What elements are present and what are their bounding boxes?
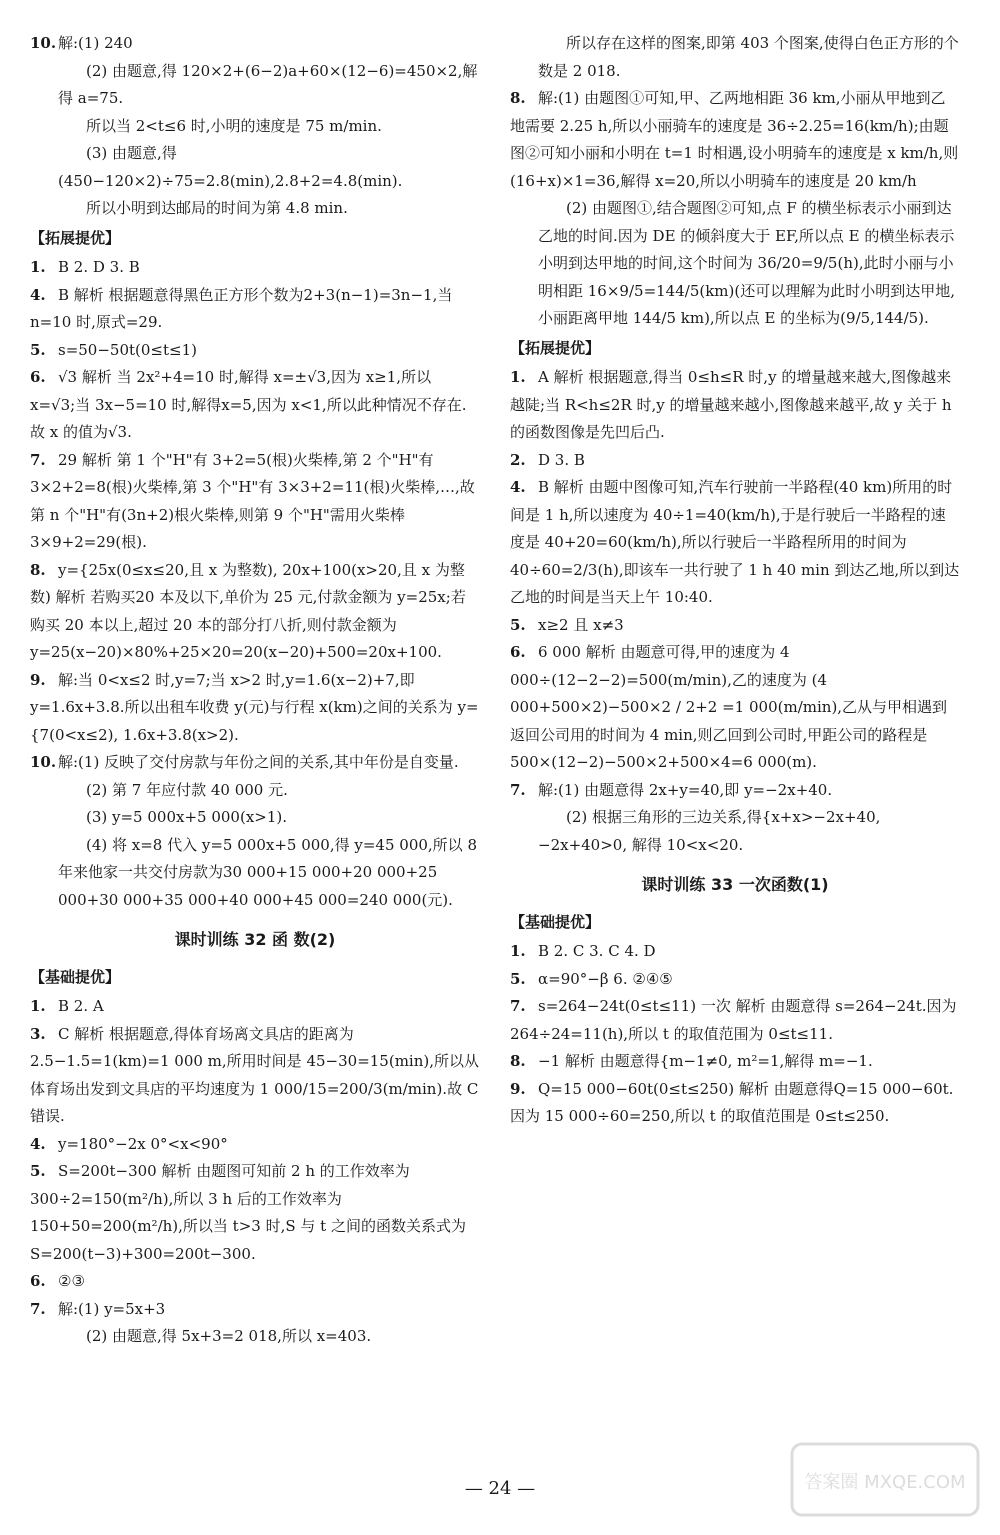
answer-item [510,1048,960,1076]
item-number: 5. [510,615,526,634]
item-text: √3 解析 当 2x²+4=10 时,解得 x=±√3,因为 x≥1,所以 x=√3;当 3x−5=10 时,解得x=5,因为 x<1,所以此种情况不存在.故 x 的值为√3. [30,368,467,441]
answer-item [30,804,480,832]
item-number: 5. [510,969,526,988]
item-text: α=90°−β 6. ②④⑤ [538,969,673,988]
item-text: 解:(1) 240 [58,34,133,52]
answer-item [30,557,480,667]
item-text: ②③ [58,1272,85,1290]
item-number: 6. [30,1272,46,1290]
answer-item [510,612,960,640]
answer-item [510,966,960,994]
item-number: 10. [30,753,57,771]
item-number: 1. [510,368,526,386]
answer-item [30,254,480,282]
answer-item [30,749,480,777]
item-text: (3) 由题意,得(450−120×2)÷75=2.8(min),2.8+2=4.8(min). [58,144,403,190]
right-column [510,30,960,1131]
item-number: 1. [510,942,526,960]
item-number: 4. [510,478,526,496]
answer-item [510,474,960,612]
answer-item [30,1021,480,1131]
item-number: 1. [30,258,46,276]
item-number: 9. [30,670,46,689]
item-text: 6 000 解析 由题意可得,甲的速度为 4 000÷(12−2−2)=500(m/min),乙的速度为 (4 000+500×2)−500×2 / 2+2 =1 000(m/min),乙从与甲相遇到返回公司用的时间为 4 min,则乙回到公司时,甲距公司的路程是 500×(12−2)−500×2+500×4=6 000(m). [510,643,948,771]
item-number: 10. [30,34,57,52]
answer-item [30,667,480,750]
item-number: 7. [30,450,46,469]
item-number: 7. [510,997,526,1015]
item-text: B 解析 根据题意得黑色正方形个数为2+3(n−1)=3n−1,当 n=10 时,原式=29. [30,285,453,331]
item-number: 6. [510,643,526,661]
item-number: 8. [30,560,46,579]
answer-item [30,140,480,195]
lesson-title: 课时训练 32 函 数(2) [174,930,336,949]
answer-item [30,447,480,557]
item-text: B 2. A [58,997,104,1015]
item-text: 解:(1) 反映了交付房款与年份之间的关系,其中年份是自变量. [58,753,459,771]
item-text: (2) 由题图①,结合题图②可知,点 F 的横坐标表示小丽到达乙地的时间.因为 DE 的倾斜度大于 EF,所以点 E 的横坐标表示小明到达甲地的时间,这个时间为 36/20=9/5(h),此时小丽与小明相距 16×9/5=144/5(km)(还可以理解为此时小明到达甲地,小丽距离甲地 144/5 km),所以点 E 的坐标为(9/5,144/5). [538,199,955,327]
item-text: A 解析 根据题意,得当 0≤h≤R 时,y 的增量越来越大,图像越来越陡;当 R<h≤2R 时,y 的增量越来越小,图像越来越平,故 y 关于 h 的函数图像是先凹后凸. [510,368,952,441]
left-column [30,30,480,1351]
answer-item [30,1158,480,1268]
item-text: (4) 将 x=8 代入 y=5 000x+5 000,得 y=45 000,所以 8 年来他家一共交付房款为30 000+15 000+20 000+25 000+30 000+35 000+40 000+45 000=240 000(元). [58,835,477,909]
item-text: B 解析 由题中图像可知,汽车行驶前一半路程(40 km)所用的时间是 1 h,所以速度为 40÷1=40(km/h),于是行驶后一半路程的速度是 40+20=60(km/h),所以行驶后一半路程所用的时间为 40÷60=2/3(h),即该车一共行驶了 1 h 40 min 到达乙地,所以到达乙地的时间是当天上午 10:40. [510,478,960,606]
item-text: B 2. C 3. C 4. D [538,942,656,960]
item-text: (2) 由题意,得 5x+3=2 018,所以 x=403. [86,1327,372,1345]
answer-item [30,337,480,365]
answer-item [30,993,480,1021]
item-text: 解:(1) 由题图①可知,甲、乙两地相距 36 km,小丽从甲地到乙地需要 2.25 h,所以小丽骑车的速度是 36÷2.25=16(km/h);由题图②可知小丽和小明在 t=1 时相遇,设小明骑车的速度是 x km/h,则(16+x)×1=36,解得 x=20,所以小明骑车的速度是 20 km/h [510,89,959,190]
item-text: s=264−24t(0≤t≤11) 一次 解析 由题意得 s=264−24t.因为 264÷24=11(h),所以 t 的取值范围为 0≤t≤11. [510,997,957,1043]
answer-item [30,1296,480,1324]
item-text: (2) 由题意,得 120×2+(6−2)a+60×(12−6)=450×2,解得 a=75. [58,61,478,107]
item-number: 8. [510,1052,526,1070]
item-text: y=180°−2x 0°<x<90° [58,1134,228,1153]
answer-item [510,993,960,1048]
answer-item [510,447,960,475]
answer-item [30,30,480,58]
answer-item [510,195,960,333]
item-text: 所以当 2<t≤6 时,小明的速度是 75 m/min. [86,116,382,135]
item-number: 7. [510,780,526,799]
section-heading: 【基础提优】 [510,912,601,931]
item-number: 9. [510,1079,526,1098]
answer-item [30,195,480,223]
watermark-logo [790,1442,980,1517]
answer-item [510,1076,960,1131]
item-text: (2) 第 7 年应付款 40 000 元. [86,780,288,799]
section-heading: 【拓展提优】 [30,228,121,247]
item-text: C 解析 根据题意,得体育场离文具店的距离为 2.5−1.5=1(km)=1 000 m,所用时间是 45−30=15(min),所以从体育场出发到文具店的平均速度为 1 000/15=200/3(m/min).故 C 错误. [30,1024,479,1125]
answer-item [30,113,480,141]
answer-item [30,364,480,447]
answer-item [510,30,960,85]
item-number: 8. [510,89,526,107]
page-number: — 24 — [464,1478,536,1499]
answer-item [30,58,480,113]
item-number: 5. [30,340,46,359]
section-heading: 【拓展提优】 [510,338,601,357]
item-text: (2) 根据三角形的三边关系,得{x+x>−2x+40, −2x+40>0, 解得 10<x<20. [538,808,881,854]
answer-item [30,1131,480,1159]
answer-item [510,777,960,805]
watermark-text: 答案圈 MXQE.COM [804,1472,966,1493]
item-text: x≥2 且 x≠3 [538,615,624,634]
item-number: 7. [30,1299,46,1318]
item-number: 6. [30,368,46,386]
answer-item [510,85,960,195]
item-text: (3) y=5 000x+5 000(x>1). [86,808,288,826]
item-number: 2. [510,450,526,469]
item-number: 4. [30,1134,46,1153]
item-text: 所以小明到达邮局的时间为第 4.8 min. [86,199,348,217]
answer-item [510,364,960,447]
lesson-title: 课时训练 33 一次函数(1) [641,875,829,894]
item-number: 5. [30,1162,46,1180]
item-text: 所以存在这样的图案,即第 403 个图案,使得白色正方形的个数是 2 018. [538,34,959,80]
answer-item [30,1268,480,1296]
answer-item [30,282,480,337]
item-text: D 3. B [538,450,585,469]
section-heading: 【基础提优】 [30,967,121,986]
item-text: y={25x(0≤x≤20,且 x 为整数), 20x+100(x>20,且 x 为整数) 解析 若购买20 本及以下,单价为 25 元,付款金额为 y=25x;若购买 20 本以上,超过 20 本的部分打八折,则付款金额为 y=25(x−20)×80%+25×20=20(x−20)+500=20x+100. [30,560,466,661]
item-text: s=50−50t(0≤t≤1) [58,340,197,359]
answer-item [510,938,960,966]
item-number: 4. [30,285,46,304]
answer-item [510,639,960,777]
item-text: 解:(1) 由题意得 2x+y=40,即 y=−2x+40. [538,780,833,799]
item-text: B 2. D 3. B [58,258,140,276]
item-text: 解:当 0<x≤2 时,y=7;当 x>2 时,y=1.6(x−2)+7,即 y=1.6x+3.8.所以出租车收费 y(元)与行程 x(km)之间的关系为 y={7(0<x≤2), 1.6x+3.8(x>2). [30,670,479,744]
item-text: S=200t−300 解析 由题图可知前 2 h 的工作效率为 300÷2=150(m²/h),所以 3 h 后的工作效率为 150+50=200(m²/h),所以当 t>3 时,S 与 t 之间的函数关系式为 S=200(t−3)+300=200t−300. [30,1162,466,1263]
item-number: 3. [30,1024,46,1043]
answer-item [30,777,480,805]
item-text: Q=15 000−60t(0≤t≤250) 解析 由题意得Q=15 000−60t.因为 15 000÷60=250,所以 t 的取值范围是 0≤t≤250. [510,1079,954,1125]
item-number: 1. [30,997,46,1015]
answer-item [30,832,480,915]
answer-item [30,1323,480,1351]
answer-item [510,804,960,859]
item-text: −1 解析 由题意得{m−1≠0, m²=1,解得 m=−1. [538,1052,873,1070]
item-text: 29 解析 第 1 个"H"有 3+2=5(根)火柴棒,第 2 个"H"有 3×2+2=8(根)火柴棒,第 3 个"H"有 3×3+2=11(根)火柴棒,…,故第 n 个"H"有(3n+2)根火柴棒,则第 9 个"H"需用火柴棒 3×9+2=29(根). [30,450,475,551]
item-text: 解:(1) y=5x+3 [58,1299,166,1318]
